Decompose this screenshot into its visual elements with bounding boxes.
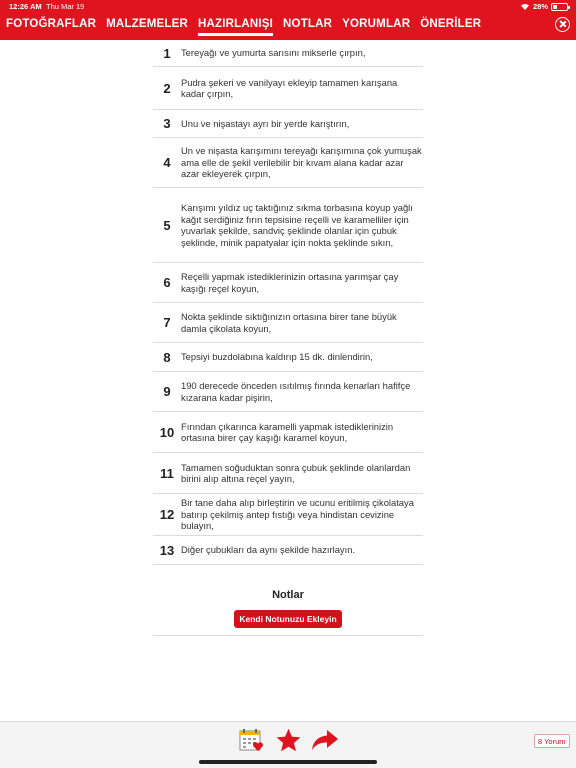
step-text: Bir tane daha alıp birleştirin ve ucunu eritilmiş çikolataya batırıp çekilmiş antep fıstığı veya hindistan cevizine bulayın,	[181, 497, 414, 532]
status-right	[520, 2, 568, 11]
share-icon[interactable]	[311, 729, 339, 751]
tab-4[interactable]: NOTLAR	[283, 18, 333, 30]
top-header	[0, 0, 576, 40]
step-number: 10	[159, 424, 175, 440]
step-number: 7	[163, 315, 171, 330]
status-bar	[0, 0, 576, 12]
step-row	[153, 494, 423, 536]
step-number: 9	[163, 384, 171, 399]
tab-3[interactable]: HAZIRLANIŞI	[198, 18, 273, 34]
step-number: 12	[159, 507, 175, 522]
step-text: Unu ve nişastayı ayrı bir yerde karıştırın,	[181, 117, 350, 129]
step-row	[153, 263, 423, 303]
step-number: 11	[160, 465, 174, 481]
preparation-steps	[153, 40, 423, 565]
step-row	[153, 188, 423, 263]
status-time: 12:26 AM	[9, 2, 42, 11]
step-text: Karışımı yıldız uç taktığınız sıkma torbasına koyup yağlı kağıt serdiğiniz fırın tepsisine reçelli ve karamelliler için yuvarlak şekilde, sandviç şeklinde olanlar için çubuk şeklinde, minik papatyalar için nokta şeklinde sıkın,	[181, 202, 413, 248]
step-number: 8	[163, 349, 171, 365]
step-text: Nokta şeklinde sıktığınızın ortasına birer tane büyük damla çikolata koyun,	[181, 311, 397, 334]
step-text: Diğer çubukları da aynı şekilde hazırlayın.	[181, 544, 356, 556]
step-row	[153, 372, 423, 412]
step-text: Tepsiyi buzdolabına kaldırıp 15 dk. dinlendirin,	[181, 351, 373, 363]
step-row	[153, 67, 423, 110]
battery-fill	[553, 5, 557, 9]
step-row	[153, 303, 423, 343]
notes-section	[153, 582, 423, 636]
step-text: Tereyağı ve yumurta sarısını mikserle çırpın,	[181, 47, 366, 59]
notes-title: Notlar	[272, 589, 304, 601]
step-text: Fırından çıkarınca karamelli yapmak istediklerinizin ortasına birer çay kaşığı karamel koyun,	[181, 420, 394, 443]
step-row	[153, 453, 423, 494]
wifi-icon	[520, 3, 530, 10]
step-row	[153, 40, 423, 67]
battery-percent: 28%	[532, 2, 548, 11]
tab-6[interactable]: ÖNERİLER	[420, 18, 482, 30]
step-text: Un ve nişasta karışımını tereyağı karışımına çok yumuşak ama elle de şekil verilebilir bir kıvam alana kadar azar azar ekleyerek çırpın,	[181, 145, 422, 180]
close-button[interactable]	[555, 17, 570, 32]
step-row	[153, 343, 423, 372]
step-number: 5	[163, 217, 171, 233]
battery-icon	[551, 3, 568, 11]
step-number: 13	[159, 542, 175, 558]
step-number: 3	[163, 116, 171, 131]
step-number: 6	[163, 275, 171, 290]
status-date: Thu Mar 19	[46, 2, 85, 11]
step-row	[153, 536, 423, 565]
step-number: 2	[163, 80, 171, 96]
step-text: Reçelli yapmak istediklerinizin ortasına yarımşar çay kaşığı reçel koyun,	[181, 271, 399, 294]
step-row	[153, 138, 423, 188]
tab-5[interactable]: YORUMLAR	[342, 18, 411, 30]
step-text: Tamamen soğuduktan sonra çubuk şeklinde olanlardan birini alıp altına reçel yayın,	[181, 461, 411, 484]
step-row	[153, 110, 423, 138]
tab-1[interactable]: FOTOĞRAFLAR	[6, 18, 97, 30]
tab-2[interactable]: MALZEMELER	[106, 18, 189, 30]
step-text: Pudra şekeri ve vanilyayı ekleyip tamamen karışana kadar çırpın,	[181, 76, 398, 99]
star-icon[interactable]	[275, 727, 302, 754]
step-text: 190 derecede önceden ısıtılmış fırında kenarları hafifçe kızarana kadar pişirin,	[181, 380, 411, 403]
recipe-tabs	[6, 18, 481, 34]
step-number: 4	[163, 155, 171, 170]
calendar-icon[interactable]	[239, 728, 265, 752]
step-row	[153, 412, 423, 453]
add-note-button[interactable]: Kendi Notunuzu Ekleyin	[234, 610, 341, 628]
comments-button[interactable]: 8 Yorum	[534, 734, 570, 748]
home-indicator	[199, 760, 377, 764]
step-number: 1	[163, 45, 171, 61]
